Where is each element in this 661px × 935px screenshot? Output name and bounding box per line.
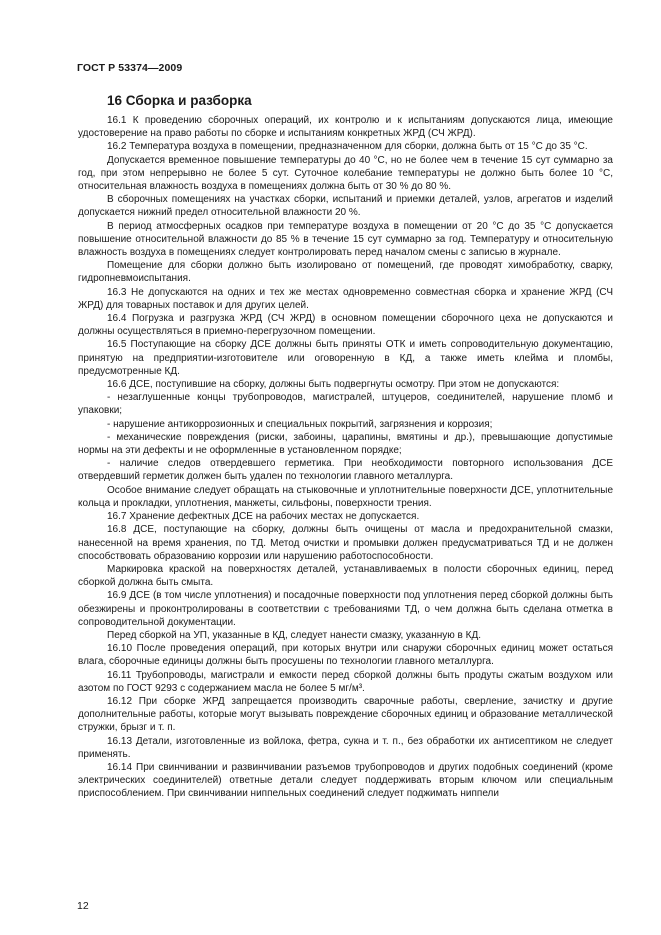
paragraph-16-12: 16.12 При сборке ЖРД запрещается производить сварочные работы, сверление, зачистку и другие дополнительные работы, которые могут вызывать повреждение сборочных единиц и образование металлической стружки, брызг и т. п.: [78, 695, 613, 734]
paragraph-16-14: 16.14 При свинчивании и развинчивании разъемов трубопроводов и других подобных соединений (кроме электрических соединителей) ответные детали следует поддерживать вторым ключом или специальным приспособлением. При свинчивании ниппельных соединений следует поджимать ниппели: [78, 761, 613, 800]
paragraph-16-1: 16.1 К проведению сборочных операций, их контролю и к испытаниям допускаются лица, имеющие удостоверение на право работы по сборке и испытаниям конкретных ЖРД (СЧ ЖРД).: [78, 115, 613, 140]
paragraph: Допускается временное повышение температуры до 40 °С, но не более чем в течение 15 сут суммарно за год, при этом непрерывно не более 5 сут. Суточное колебание температуры не должно быть более 10 °С, относительная влажность воздуха в помещениях должна быть от 30 % до 80 %.: [78, 154, 613, 193]
paragraph-16-9: 16.9 ДСЕ (в том числе уплотнения) и посадочные поверхности под уплотнения перед сборкой должны быть обезжирены и проконтролированы в соответствии с требованиями ТД, о чем должна быть сделана отметка в сопроводительной документации.: [78, 590, 613, 628]
section-body: [78, 114, 613, 801]
list-item: - незаглушенные концы трубопроводов, магистралей, штуцеров, соединителей, нарушение пломб и упаковки;: [78, 392, 613, 417]
section-title: 16 Сборка и разборка: [107, 93, 252, 108]
paragraph-16-3: 16.3 Не допускаются на одних и тех же местах одновременно совместная сборка и хранение ЖРД (СЧ ЖРД) для товарных поставок и для других целей.: [78, 286, 613, 311]
paragraph-16-2: 16.2 Температура воздуха в помещении, предназначенном для сборки, должна быть от 15 °С до 35 °С.: [107, 141, 588, 153]
paragraph: Маркировка краской на поверхностях деталей, устанавливаемых в полости сборочных единиц, перед сборкой должна быть смыта.: [78, 563, 613, 589]
paragraph: Особое внимание следует обращать на стыковочные и уплотнительные поверхности ДСЕ, уплотнительные кольца и прокладки, уплотнения, манжеты, сильфоны, поверхности трения.: [78, 484, 613, 509]
paragraph: Перед сборкой на УП, указанные в КД, следует нанести смазку, указанную в КД.: [107, 629, 482, 641]
list-item: - механические повреждения (риски, забоины, царапины, вмятины и др.), превышающие допустимые нормы на эти дефекты и не оформленные в установленном порядке;: [78, 431, 613, 457]
paragraph-16-13: 16.13 Детали, изготовленные из войлока, фетра, сукна и т. п., без обработки их антисептиком не следует применять.: [78, 735, 613, 760]
paragraph: Помещение для сборки должно быть изолировано от помещений, где проводят химобработку, сварку, гидропневмоиспытания.: [78, 260, 613, 285]
page-number: 12: [77, 900, 89, 912]
list-item: - нарушение антикоррозионных и специальных покрытий, загрязнения и коррозия;: [107, 418, 493, 430]
paragraph-16-10: 16.10 После проведения операций, при которых внутри или снаружи сборочных единиц может остаться влага, сборочные единицы должны быть просушены по технологии главного металлурга.: [78, 643, 613, 668]
list-item: - наличие следов отвердевшего герметика. При необходимости повторного использования ДСЕ отвердевший герметик должен быть удален по технологии главного металлурга.: [78, 458, 613, 483]
paragraph: В сборочных помещениях на участках сборки, испытаний и приемки деталей, узлов, агрегатов и изделий допускается нижний предел относительной влажности 20 %.: [78, 194, 613, 219]
paragraph-16-7: 16.7 Хранение дефектных ДСЕ на рабочих местах не допускается.: [107, 511, 420, 523]
paragraph: В период атмосферных осадков при температуре воздуха в помещении от 20 °С до 35 °С допускается повышение относительной влажности до 85 % в течение 15 сут суммарно за год. Температуру и относительную влажность воздуха в помещениях следует контролировать перед началом смены с записью в журнале.: [78, 220, 613, 259]
standard-header: ГОСТ Р 53374—2009: [77, 62, 183, 74]
paragraph-16-11: 16.11 Трубопроводы, магистрали и емкости перед сборкой должны быть продуты сжатым воздухом или азотом по ГОСТ 9293 с содержанием масла не более 5 мг/м³.: [78, 669, 613, 694]
paragraph-16-6: 16.6 ДСЕ, поступившие на сборку, должны быть подвергнуты осмотру. При этом не допускаются:: [107, 379, 560, 391]
paragraph-16-4: 16.4 Погрузка и разгрузка ЖРД (СЧ ЖРД) в основном помещении сборочного цеха не допускаются и должны осуществляться в приемно-перегрузочном помещении.: [78, 313, 613, 338]
paragraph-16-8: 16.8 ДСЕ, поступающие на сборку, должны быть очищены от масла и предохранительной смазки, нанесенной на время хранения, по ТД. Метод очистки и промывки должен предусматриваться ТД и не должен способствовать образованию коррозии или нарушению работоспособности.: [78, 524, 613, 562]
paragraph-16-5: 16.5 Поступающие на сборку ДСЕ должны быть приняты ОТК и иметь сопроводительную документацию, принятую на предприятии-изготовителе или оговоренную в КД, а также иметь клейма и пломбы, предусмотренные КД.: [78, 339, 613, 377]
